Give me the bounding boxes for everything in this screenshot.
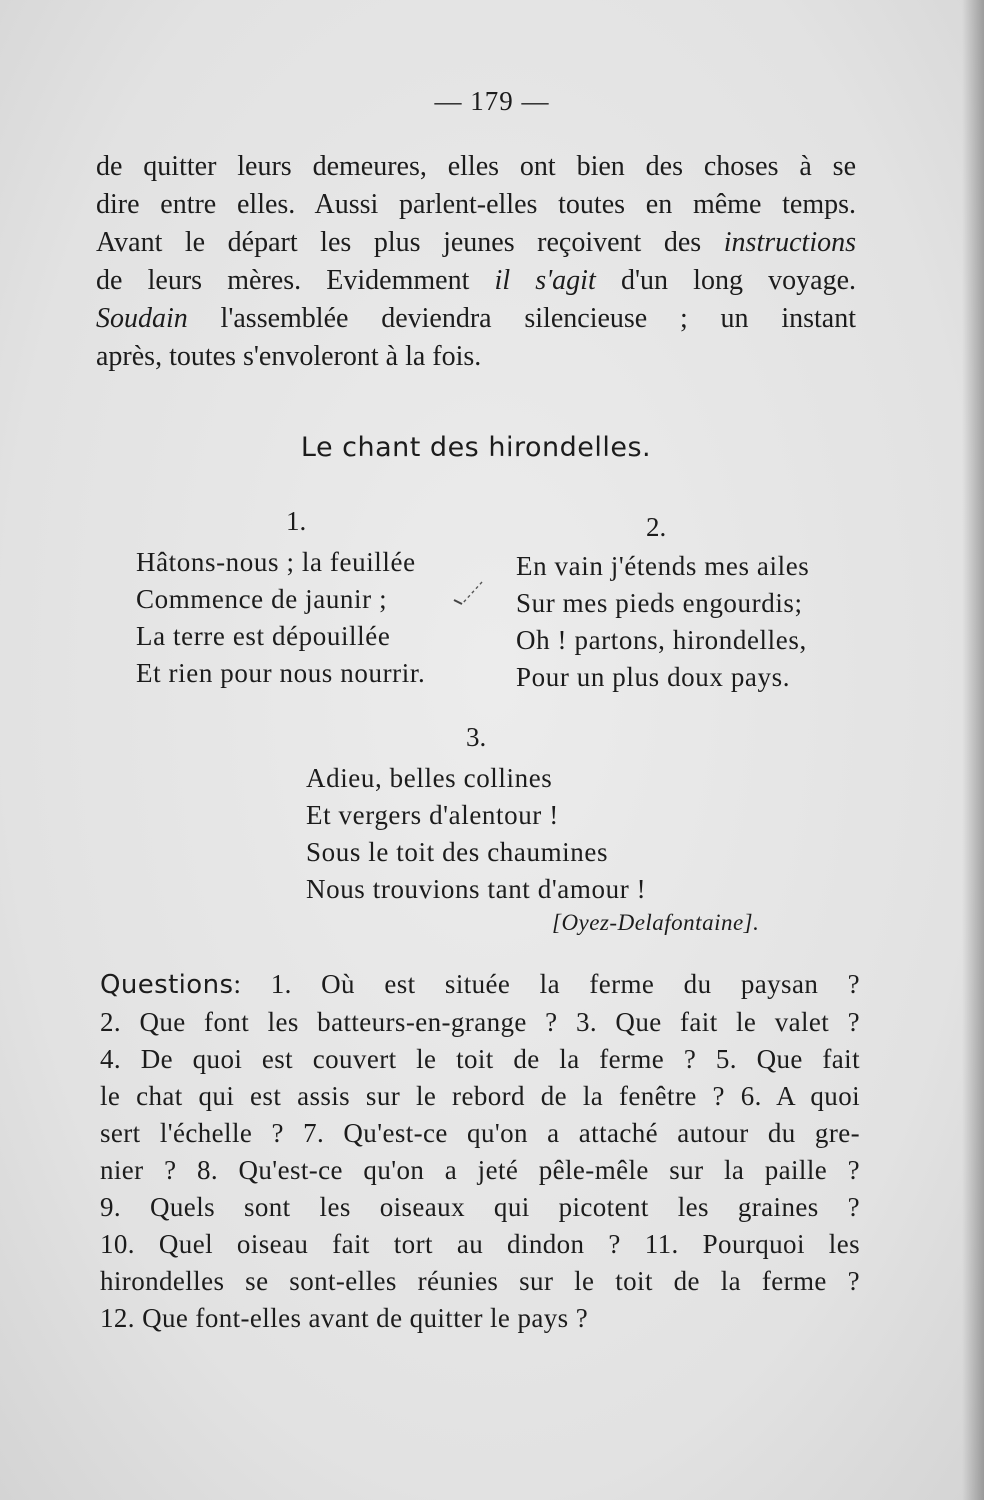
question-line: 4. De quoi est couvert le toit de la ferme ? 5. Que fait — [100, 1044, 860, 1074]
question-line: 9. Quels sont les oiseaux qui picotent les graines ? — [100, 1192, 860, 1222]
question-line — [100, 966, 860, 1004]
stanza-number: 1. — [286, 506, 307, 536]
verse-line: Pour un plus doux pays. — [516, 662, 791, 692]
verse-line: La terre est dépouillée — [136, 621, 391, 651]
question-line: 12. Que font-elles avant de quitter le pays ? — [100, 1303, 589, 1333]
text-run: de quitter leurs demeures, elles ont bien des choses à se — [96, 151, 856, 182]
text-run: dire entre elles. Aussi parlent-elles toutes en même temps. — [96, 189, 856, 220]
question-line: 10. Quel oiseau fait tort au dindon ? 11. Pourquoi les — [100, 1229, 860, 1259]
verse-line: Nous trouvions tant d'amour ! — [306, 874, 647, 904]
italic-phrase: Soudain — [96, 303, 188, 334]
question-text: : 1. Où est située la ferme du paysan ? — [233, 969, 860, 999]
question-line: sert l'échelle ? 7. Qu'est-ce qu'on a attaché autour du gre- — [100, 1118, 860, 1148]
text-run: Avant le départ les plus jeunes reçoivent des — [96, 227, 724, 258]
verse-line: Et rien pour nous nourrir. — [136, 658, 426, 688]
verse-line: En vain j'étends mes ailes — [516, 551, 810, 581]
verse-line: Sur mes pieds engourdis; — [516, 588, 803, 618]
intro-line — [96, 300, 856, 338]
intro-paragraph — [96, 148, 856, 376]
verse-line: Oh ! partons, hirondelles, — [516, 625, 807, 655]
questions-block — [100, 966, 860, 1337]
verse-line: Hâtons-nous ; la feuillée — [136, 547, 416, 577]
verse-line: Et vergers d'alentour ! — [306, 800, 559, 830]
text-run: l'assemblée deviendra silencieuse ; un instant — [187, 303, 856, 334]
page-edge-shadow — [962, 0, 984, 1500]
verse-line: Sous le toit des chaumines — [306, 837, 609, 867]
stanza-2 — [516, 548, 809, 696]
intro-line — [96, 224, 856, 262]
question-line: le chat qui est assis sur le rebord de la fenêtre ? 6. A quoi — [100, 1081, 860, 1111]
poem-attribution: [Oyez-Delafontaine]. — [552, 910, 760, 935]
intro-line — [96, 148, 856, 186]
verse-line: Commence de jaunir ; — [136, 584, 388, 614]
question-line: hirondelles se sont-elles réunies sur le toit de la ferme ? — [100, 1266, 860, 1296]
intro-line — [96, 262, 856, 300]
stanza-1 — [136, 544, 425, 692]
intro-line — [96, 186, 856, 224]
text-run: de leurs mères. Evidemment — [96, 265, 495, 296]
italic-phrase: instructions — [723, 227, 856, 258]
questions-label: Questions — [100, 970, 234, 1000]
question-line: nier ? 8. Qu'est-ce qu'on a jeté pêle-mêle sur la paille ? — [100, 1155, 860, 1185]
italic-phrase: il s'agit — [494, 265, 596, 296]
stanza-number: 3. — [466, 722, 487, 752]
pencil-mark-icon — [448, 580, 488, 610]
poem-title: Le chant des hirondelles. — [300, 432, 652, 463]
stanza-number: 2. — [646, 512, 667, 542]
page-number: — 179 — — [434, 86, 550, 116]
question-line: 2. Que font les batteurs-en-grange ? 3. Que fait le valet ? — [100, 1007, 860, 1037]
verse-line: Adieu, belles collines — [306, 763, 553, 793]
text-run: d'un long voyage. — [595, 265, 856, 296]
intro-line — [96, 338, 856, 376]
stanza-3 — [306, 760, 646, 908]
text-run: après, toutes s'envoleront à la fois. — [96, 341, 482, 372]
